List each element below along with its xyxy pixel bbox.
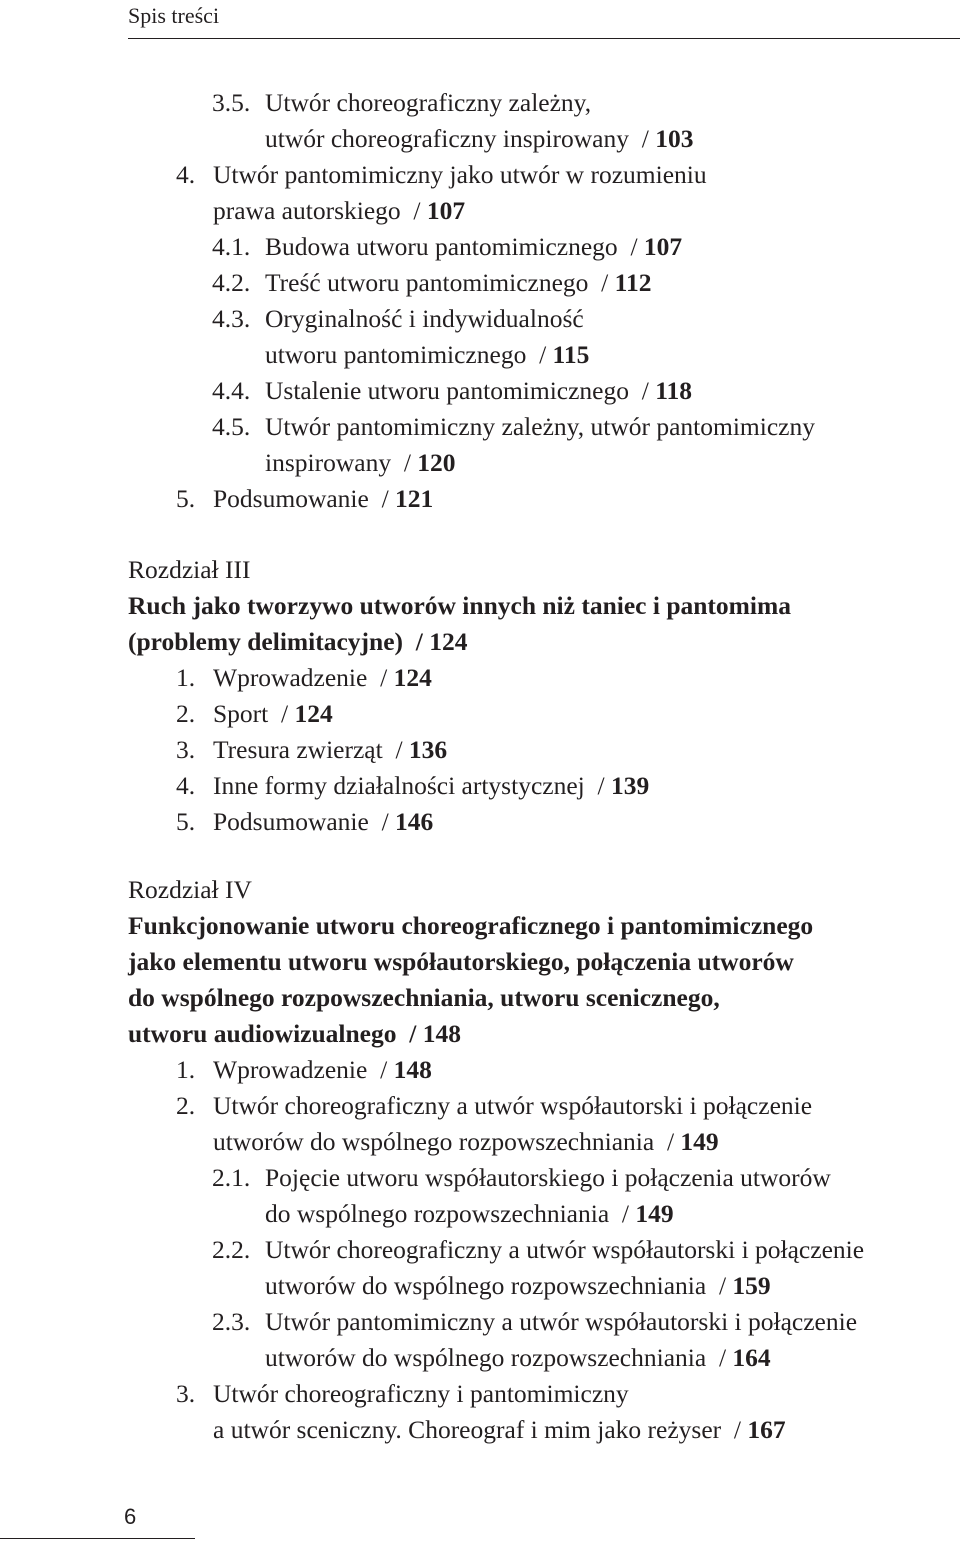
page-separator: /	[396, 1019, 423, 1048]
page-ref: 124	[294, 699, 333, 728]
page-ref: 124	[429, 627, 468, 656]
toc-entry	[176, 768, 649, 804]
entry-text: Rozdział III	[128, 555, 251, 584]
page-ref: 148	[393, 1055, 432, 1084]
page-ref: 149	[635, 1199, 674, 1228]
chapter-title-line	[128, 980, 720, 1016]
entry-text: jako elementu utworu współautorskiego, połączenia utworów	[128, 947, 794, 976]
chapter-label	[128, 872, 252, 908]
page-ref: 136	[408, 735, 448, 764]
page-separator: /	[400, 196, 427, 225]
entry-number: 2.1.	[212, 1163, 251, 1192]
toc-entry	[265, 337, 589, 373]
chapter-label	[128, 552, 250, 588]
toc-entry	[176, 732, 447, 768]
entry-text: Oryginalność i indywidualność	[265, 304, 584, 333]
toc-entry	[176, 1052, 432, 1088]
entry-text: Utwór choreograficzny a utwór współautorski i połączenie	[213, 1091, 813, 1120]
page-separator: /	[617, 232, 644, 261]
toc-entry	[176, 481, 433, 517]
entry-text: Utwór pantomimiczny a utwór współautorski i połączenie	[265, 1307, 858, 1336]
entry-number: 2.3.	[212, 1307, 251, 1336]
chapter-title-line	[128, 944, 794, 980]
entry-text: a utwór sceniczny. Choreograf i mim jako reżyser	[213, 1415, 722, 1444]
toc-entry	[213, 1412, 786, 1448]
toc-entry	[176, 804, 433, 840]
entry-text: Funkcjonowanie utworu choreograficznego i pantomimicznego	[128, 911, 814, 940]
entry-number: 2.	[176, 1091, 196, 1120]
entry-text: Wprowadzenie	[213, 1055, 368, 1084]
page-separator: /	[721, 1415, 748, 1444]
toc-entry	[265, 1268, 771, 1304]
page-separator: /	[526, 340, 553, 369]
toc-entry	[265, 1196, 674, 1232]
toc-entry	[212, 1304, 857, 1340]
page-ref: 107	[426, 196, 466, 225]
page-ref: 149	[680, 1127, 719, 1156]
toc-entry	[212, 373, 692, 409]
entry-number: 4.5.	[212, 412, 251, 441]
toc-entry	[213, 1124, 719, 1160]
toc-entry	[212, 229, 682, 265]
entry-text: do wspólnego rozpowszechniania	[265, 1199, 610, 1228]
entry-text: Ruch jako tworzywo utworów innych niż taniec i pantomima	[128, 591, 791, 620]
page-separator: /	[706, 1271, 733, 1300]
entry-text: utworów do wspólnego rozpowszechniania	[265, 1343, 707, 1372]
entry-text: Utwór pantomimiczny jako utwór w rozumieniu	[213, 160, 707, 189]
page-separator: /	[706, 1343, 733, 1372]
toc-entry	[265, 1340, 771, 1376]
entry-text: Wprowadzenie	[213, 663, 368, 692]
chapter-title-line	[128, 624, 468, 660]
page-ref: 159	[732, 1271, 771, 1300]
entry-number: 4.3.	[212, 304, 251, 333]
entry-text: utwór choreograficzny inspirowany	[265, 124, 629, 153]
page-separator: /	[368, 807, 396, 836]
page-separator: /	[268, 699, 295, 728]
toc-entry	[176, 660, 432, 696]
entry-text: prawa autorskiego	[213, 196, 401, 225]
entry-number: 5.	[176, 807, 196, 836]
toc-entry	[176, 157, 707, 193]
page-ref: 118	[655, 376, 693, 405]
page-separator: /	[367, 1055, 394, 1084]
entry-text: Sport	[213, 699, 269, 728]
page-number: 6	[124, 1504, 137, 1529]
toc-entry	[176, 1088, 812, 1124]
entry-text: Treść utworu pantomimicznego	[265, 268, 589, 297]
page-ref: 164	[732, 1343, 771, 1372]
entry-number: 4.2.	[212, 268, 251, 297]
page-separator: /	[654, 1127, 681, 1156]
toc-entry	[212, 1232, 864, 1268]
entry-text: Rozdział IV	[128, 875, 252, 904]
toc-entry	[176, 1376, 629, 1412]
page-ref: 112	[614, 268, 652, 297]
page-ref: 146	[395, 807, 434, 836]
toc-entry	[213, 193, 465, 229]
entry-text: Utwór choreograficzny zależny,	[265, 88, 592, 117]
page-separator: /	[609, 1199, 636, 1228]
page-ref: 121	[395, 484, 434, 513]
entry-text: Podsumowanie	[213, 484, 369, 513]
page-ref: 167	[747, 1415, 786, 1444]
entry-number: 1.	[176, 663, 196, 692]
page-ref: 148	[422, 1019, 461, 1048]
page-separator: /	[588, 268, 615, 297]
toc-entry	[212, 265, 651, 301]
entry-text: utworów do wspólnego rozpowszechniania	[265, 1271, 707, 1300]
entry-text: Utwór choreograficzny a utwór współautorski i połączenie	[265, 1235, 865, 1264]
toc-entry	[265, 121, 693, 157]
entry-number: 4.	[176, 771, 196, 800]
entry-text: Budowa utworu pantomimicznego	[265, 232, 618, 261]
entry-number: 2.2.	[212, 1235, 251, 1264]
chapter-title-line	[128, 588, 791, 624]
chapter-title-line	[128, 1016, 461, 1052]
footer-rule	[0, 1538, 195, 1539]
entry-text: do wspólnego rozpowszechniania, utworu scenicznego,	[128, 983, 720, 1012]
entry-text: Inne formy działalności artystycznej	[213, 771, 585, 800]
entry-text: Pojęcie utworu współautorskiego i połączenia utworów	[265, 1163, 831, 1192]
toc-entry	[212, 409, 815, 445]
page-ref: 103	[655, 124, 694, 153]
entry-number: 2.	[176, 699, 196, 728]
entry-text: Podsumowanie	[213, 807, 369, 836]
page-ref: 107	[643, 232, 683, 261]
entry-text: Tresura zwierząt	[213, 735, 383, 764]
page-separator: /	[382, 735, 409, 764]
page-ref: 124	[393, 663, 432, 692]
page-separator: /	[403, 627, 430, 656]
page-ref: 120	[417, 448, 456, 477]
page-ref: 115	[552, 340, 590, 369]
entry-text: Utwór choreograficzny i pantomimiczny	[213, 1379, 629, 1408]
chapter-title-line	[128, 908, 813, 944]
page-separator: /	[367, 663, 394, 692]
entry-number: 4.1.	[212, 232, 251, 261]
page-separator: /	[584, 771, 611, 800]
page-separator: /	[368, 484, 396, 513]
running-head: Spis treści	[128, 3, 220, 28]
entry-number: 3.	[176, 1379, 196, 1408]
toc-entry	[176, 696, 333, 732]
entry-text: utworu pantomimicznego	[265, 340, 527, 369]
toc-entry	[212, 301, 584, 337]
toc-entry	[212, 85, 591, 121]
entry-number: 5.	[176, 484, 196, 513]
entry-text: Ustalenie utworu pantomimicznego	[265, 376, 629, 405]
entry-text: inspirowany	[265, 448, 392, 477]
toc-entry	[265, 445, 456, 481]
entry-text: (problemy delimitacyjne)	[128, 627, 404, 656]
entry-number: 3.	[176, 735, 196, 764]
entry-text: Utwór pantomimiczny zależny, utwór pantomimiczny	[265, 412, 815, 441]
entry-number: 4.	[176, 160, 196, 189]
page-separator: /	[628, 124, 656, 153]
page-ref: 139	[610, 771, 650, 800]
toc-entry	[212, 1160, 831, 1196]
entry-number: 1.	[176, 1055, 196, 1084]
page-separator: /	[391, 448, 418, 477]
entry-number: 4.4.	[212, 376, 251, 405]
entry-number: 3.5.	[212, 88, 251, 117]
entry-text: utworu audiowizualnego	[128, 1019, 397, 1048]
entry-text: utworów do wspólnego rozpowszechniania	[213, 1127, 655, 1156]
page-separator: /	[629, 376, 656, 405]
